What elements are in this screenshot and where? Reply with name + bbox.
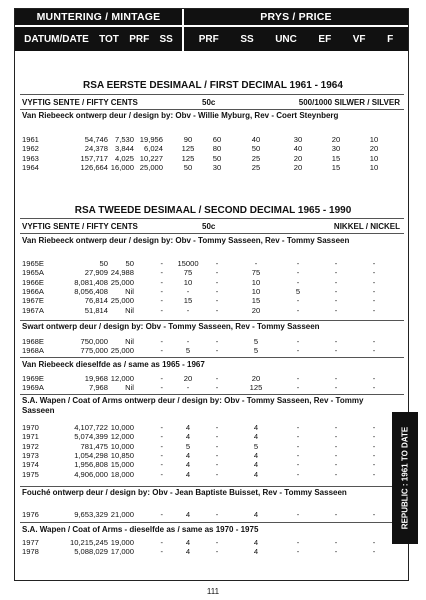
table-row [22,337,392,346]
cell-date: 1969E [22,374,44,383]
cell-price-ss: - [215,383,219,393]
cell-price-ef: - [296,510,300,519]
price-columns [184,27,408,51]
cell-ss: - [160,305,163,315]
divider [20,394,404,395]
cell-price-vf: - [334,450,338,460]
divider [20,486,404,487]
cell-ss: - [160,374,163,383]
cell-price-vf: - [334,296,338,306]
cell-price-vf: - [334,346,338,356]
cell-price-f: - [372,305,376,315]
coin-metal: 500/1000 SILWER / SILVER [298,98,400,107]
cell-price-ef: - [296,423,300,432]
cell-ss: - [160,383,163,393]
cell-tot: 54,746 [84,135,108,144]
cell-price-vf: - [334,510,338,519]
cell-price-ss: - [215,432,219,442]
table-row [22,296,392,305]
cell-price-ss: - [215,268,219,278]
table-row [22,278,392,287]
divider [20,357,404,358]
cell-date: 1974 [22,460,39,470]
cell-prf: 19,000 [110,538,134,547]
cell-date: 1966E [22,277,44,287]
cell-price-vf: - [334,305,338,315]
table-row [22,383,392,392]
cell-price-ef: 20 [293,162,303,172]
cell-price-f: - [372,346,376,356]
cell-prf: 18,000 [110,469,134,479]
cell-price-ef: - [296,346,300,356]
cell-price-unc: 50 [251,144,261,154]
cell-date: 1966A [22,286,44,296]
cell-price-f: - [372,268,376,278]
cell-price-vf: - [334,259,338,268]
cell-tot: 8,081,408 [74,277,108,287]
cell-ss: - [160,547,163,557]
cell-tot: 24,378 [84,144,108,154]
cell-ss: 6,024 [143,144,163,154]
cell-price-f: 10 [369,153,379,163]
cell-ss: - [160,450,163,460]
coin-metal: NIKKEL / NICKEL [333,222,400,231]
cell-tot: 27,909 [84,268,108,278]
side-tab [392,412,418,544]
cell-price-prf: 4 [185,460,191,470]
cell-price-prf: 20 [183,374,193,383]
cell-price-ss: 30 [212,162,222,172]
cell-price-unc: 125 [249,383,263,393]
cell-ss: - [160,460,163,470]
cell-price-unc: 4 [253,510,259,519]
cell-tot: 157,717 [80,153,108,163]
cell-tot: 750,000 [80,337,108,346]
cell-price-ss: - [215,337,219,346]
cell-price-unc: 4 [253,432,259,442]
cell-price-vf: - [334,423,338,432]
cell-ss: - [160,277,163,287]
cell-price-unc: 25 [251,162,261,172]
cell-price-ss: - [215,510,219,519]
cell-price-ef: 20 [293,153,303,163]
cell-price-ef: - [296,383,300,393]
cell-prf: 4,025 [114,153,134,163]
cell-price-f: - [372,296,376,306]
cell-price-ss: 50 [212,153,222,163]
table-row [22,346,392,355]
cell-prf: 15,000 [110,460,134,470]
cell-price-unc: 4 [253,450,259,460]
cell-price-f: - [372,538,376,547]
cell-ss: - [160,337,163,346]
cell-date: 1968A [22,346,44,356]
col-price-ss: SS [240,33,254,45]
cell-price-unc: 5 [253,337,259,346]
cell-price-ef: - [296,277,300,287]
cell-ss: - [160,441,163,451]
col-price-f: F [387,33,394,45]
cell-price-vf: - [334,286,338,296]
cell-price-ss: 60 [212,135,222,144]
cell-date: 1965E [22,259,44,268]
cell-price-unc: 4 [253,423,259,432]
cell-ss: - [160,268,163,278]
cell-tot: 76,814 [84,296,108,306]
cell-price-f: - [372,374,376,383]
coin-value: 50c [202,222,216,231]
cell-prf: 3,844 [114,144,134,154]
cell-price-ef: - [296,450,300,460]
table-row [22,144,392,153]
cell-price-vf: 20 [331,135,341,144]
cell-price-prf: 4 [185,432,191,442]
cell-price-f: - [372,460,376,470]
cell-tot: 9,653,329 [74,510,108,519]
cell-ss: - [160,469,163,479]
cell-ss: - [160,432,163,442]
table-row [22,460,392,469]
design-note: S.A. Wapen / Coat of Arms ontwerp deur / design by: Obv - Tommy Sasseen, Rev - Tommy Sasseen [22,396,364,415]
cell-price-prf: 10 [183,277,193,287]
cell-price-vf: 15 [331,153,341,163]
cell-date: 1971 [22,432,39,442]
cell-prf: 25,000 [110,346,134,356]
page-number: 111 [206,587,220,596]
col-tot: TOT [99,33,119,45]
cell-price-ef: - [296,296,300,306]
cell-prf: 17,000 [110,547,134,557]
cell-price-vf: - [334,374,338,383]
cell-price-ss: - [215,286,219,296]
col-price-unc: UNC [275,33,297,45]
design-note: Swart ontwerp deur / design by: Obv - Tommy Sasseen, Rev - Tommy Sasseen [22,322,320,331]
cell-price-unc: - [254,259,258,268]
cell-price-prf: 4 [185,538,191,547]
cell-tot: 5,088,029 [74,547,108,557]
table-row [22,163,392,172]
design-note: Fouché ontwerp deur / design by: Obv - Jean Baptiste Buisset, Rev - Tommy Sasseen [22,488,347,497]
design-note: Van Riebeeck dieselfde as / same as 1965 - 1967 [22,360,205,369]
cell-tot: 5,074,399 [74,432,108,442]
cell-price-vf: - [334,469,338,479]
cell-price-f: - [372,450,376,460]
cell-date: 1963 [22,153,39,163]
cell-price-ss: - [215,441,219,451]
divider [20,218,404,219]
cell-price-ss: - [215,469,219,479]
design-note: Van Riebeeck ontwerp deur / design by: Obv - Tommy Sasseen, Rev - Tommy Sasseen [22,236,350,245]
cell-price-vf: - [334,547,338,557]
cell-price-vf: - [334,460,338,470]
cell-prf: 24,988 [110,268,134,278]
cell-price-ss: - [215,296,219,306]
cell-prf: Nil [125,286,134,296]
cell-prf: Nil [125,337,134,346]
cell-ss: - [160,510,163,519]
cell-price-ef: 5 [295,286,301,296]
cell-price-f: - [372,423,376,432]
table-row [22,259,392,268]
table-row [22,451,392,460]
cell-date: 1965A [22,268,44,278]
divider [20,522,404,523]
divider [20,320,404,321]
cell-price-ef: - [296,305,300,315]
cell-tot: 7,968 [88,383,108,393]
cell-price-ss: - [215,460,219,470]
table-row [22,154,392,163]
cell-tot: 10,215,245 [69,538,108,547]
cell-price-ss: - [215,305,219,315]
design-note: S.A. Wapen / Coat of Arms - dieselfde as / same as 1970 - 1975 [22,525,259,534]
table-row [22,306,392,315]
cell-price-f: - [372,277,376,287]
cell-prf: 21,000 [110,510,134,519]
cell-tot: 4,906,000 [74,469,108,479]
cell-price-ss: - [215,538,219,547]
table-row [22,442,392,451]
table-row [22,538,392,547]
cell-price-ef: - [296,268,300,278]
cell-price-ef: - [296,547,300,557]
cell-price-ss: - [215,259,219,268]
cell-price-ef: - [296,432,300,442]
cell-price-f: - [372,441,376,451]
cell-price-f: - [372,337,376,346]
cell-price-unc: 15 [251,296,261,306]
cell-price-prf: 4 [185,450,191,460]
cell-prf: Nil [125,305,134,315]
cell-price-vf: 30 [331,144,341,154]
cell-tot: 1,956,808 [74,460,108,470]
cell-price-ss: - [215,346,219,356]
cell-tot: 50 [99,259,108,268]
header-row-columns [15,27,408,51]
cell-ss: - [160,346,163,356]
cell-prf: 50 [125,259,134,268]
cell-price-prf: - [186,337,190,346]
col-price-ef: EF [318,33,332,45]
cell-price-f: - [372,286,376,296]
divider [20,94,404,95]
cell-price-prf: 4 [185,423,191,432]
coin-name: VYFTIG SENTE / FIFTY CENTS [22,98,138,107]
cell-ss: 25,000 [139,162,163,172]
col-ss: SS [159,33,173,45]
cell-price-unc: 4 [253,547,259,557]
cell-tot: 4,107,722 [74,423,108,432]
cell-price-vf: 15 [331,162,341,172]
cell-price-prf: 4 [185,547,191,557]
cell-date: 1961 [22,135,39,144]
cell-price-unc: 20 [251,305,261,315]
cell-date: 1976 [22,510,39,519]
cell-date: 1967E [22,296,44,306]
cell-price-vf: - [334,432,338,442]
cell-tot: 8,056,408 [74,286,108,296]
section-title-first-decimal: RSA EERSTE DESIMAAL / FIRST DECIMAL 1961 - 1964 [83,80,343,91]
divider [20,233,404,234]
cell-price-ss: - [215,277,219,287]
col-price-prf: PRF [198,33,219,45]
cell-ss: - [160,296,163,306]
cell-price-vf: - [334,277,338,287]
cell-date: 1964 [22,162,39,172]
cell-price-ss: - [215,423,219,432]
table-row [22,432,392,441]
cell-price-ef: 30 [293,135,303,144]
table-row [22,423,392,432]
cell-tot: 1,054,298 [74,450,108,460]
cell-tot: 775,000 [80,346,108,356]
cell-price-unc: 25 [251,153,261,163]
cell-price-prf: 50 [183,162,193,172]
cell-price-vf: - [334,383,338,393]
cell-price-ef: - [296,337,300,346]
cell-price-f: - [372,432,376,442]
cell-price-prf: - [186,383,190,393]
coin-value: 50c [202,98,216,107]
cell-date: 1977 [22,538,39,547]
mintage-header: MUNTERING / MINTAGE [15,9,182,25]
cell-ss: 10,227 [139,153,163,163]
cell-price-unc: 5 [253,441,259,451]
design-note: Van Riebeeck ontwerp deur / design by: Obv - Willie Myburg, Rev - Coert Steynberg [22,111,339,120]
cell-tot: 51,814 [84,305,108,315]
cell-price-unc: 4 [253,460,259,470]
cell-ss: - [160,286,163,296]
cell-ss: - [160,259,163,268]
cell-prf: 10,000 [110,441,134,451]
coin-name: VYFTIG SENTE / FIFTY CENTS [22,222,138,231]
section-title-second-decimal: RSA TWEEDE DESIMAAL / SECOND DECIMAL 1965 - 1990 [74,205,352,216]
cell-price-ss: 80 [212,144,222,154]
cell-price-prf: 125 [181,153,195,163]
mintage-columns [15,27,182,51]
cell-price-f: - [372,383,376,393]
cell-date: 1978 [22,547,39,557]
cell-prf: 10,850 [110,450,134,460]
cell-price-f: 10 [369,162,379,172]
cell-price-f: - [372,547,376,557]
cell-price-prf: 90 [183,135,193,144]
cell-price-ss: - [215,547,219,557]
table-row [22,135,392,144]
cell-date: 1962 [22,144,39,154]
table-row [22,547,392,556]
cell-tot: 19,968 [84,374,108,383]
cell-tot: 781,475 [80,441,108,451]
cell-ss: - [160,538,163,547]
cell-price-vf: - [334,337,338,346]
cell-price-prf: 15 [183,296,193,306]
cell-prf: 25,000 [110,277,134,287]
cell-price-vf: - [334,268,338,278]
col-prf: PRF [129,33,150,45]
cell-prf: 12,000 [110,432,134,442]
cell-price-prf: 4 [185,510,191,519]
table-row [22,268,392,277]
cell-ss: - [160,423,163,432]
cell-price-prf: 5 [185,346,191,356]
divider [20,109,404,110]
cell-prf: Nil [125,383,134,393]
cell-price-prf: 15000 [177,259,199,268]
cell-price-ef: - [296,538,300,547]
cell-price-ef: - [296,374,300,383]
cell-price-prf: 4 [185,469,191,479]
table-row [22,374,392,383]
cell-price-ef: - [296,460,300,470]
cell-price-unc: 20 [251,374,261,383]
cell-price-unc: 10 [251,286,261,296]
cell-date: 1975 [22,469,39,479]
cell-date: 1967A [22,305,44,315]
cell-date: 1973 [22,450,39,460]
side-tab-label: REPUBLIC : 1961 TO DATE [400,426,410,530]
cell-price-ss: - [215,374,219,383]
cell-prf: 7,530 [114,135,134,144]
cell-price-ss: - [215,450,219,460]
cell-price-unc: 10 [251,277,261,287]
header-row-titles [15,9,408,25]
cell-price-f: - [372,510,376,519]
cell-date: 1969A [22,383,44,393]
cell-price-prf: 125 [181,144,195,154]
price-header: PRYS / PRICE [184,9,408,25]
cell-tot: 126,664 [80,162,108,172]
cell-price-ef: - [296,441,300,451]
cell-date: 1970 [22,423,39,432]
cell-date: 1972 [22,441,39,451]
cell-price-ef: - [296,259,300,268]
table-row [22,470,392,479]
cell-date: 1968E [22,337,44,346]
cell-prf: 16,000 [110,162,134,172]
cell-ss: 19,956 [139,135,163,144]
cell-price-prf: - [186,305,190,315]
cell-price-prf: - [186,286,190,296]
cell-price-f: - [372,469,376,479]
cell-price-f: 20 [369,144,379,154]
cell-prf: 10,000 [110,423,134,432]
cell-price-f: 10 [369,135,379,144]
cell-price-ef: 40 [293,144,303,154]
cell-prf: 25,000 [110,296,134,306]
table-row [22,287,392,296]
cell-price-ef: - [296,469,300,479]
cell-price-unc: 5 [253,346,259,356]
cell-price-prf: 5 [185,441,191,451]
cell-price-unc: 4 [253,538,259,547]
cell-price-unc: 40 [251,135,261,144]
cell-price-vf: - [334,538,338,547]
cell-prf: 12,000 [110,374,134,383]
col-date: DATUM/DATE [24,33,89,45]
cell-price-f: - [372,259,376,268]
cell-price-vf: - [334,441,338,451]
cell-price-prf: 75 [183,268,193,278]
cell-price-unc: 75 [251,268,261,278]
table-row [22,510,392,519]
col-price-vf: VF [352,33,366,45]
cell-price-unc: 4 [253,469,259,479]
